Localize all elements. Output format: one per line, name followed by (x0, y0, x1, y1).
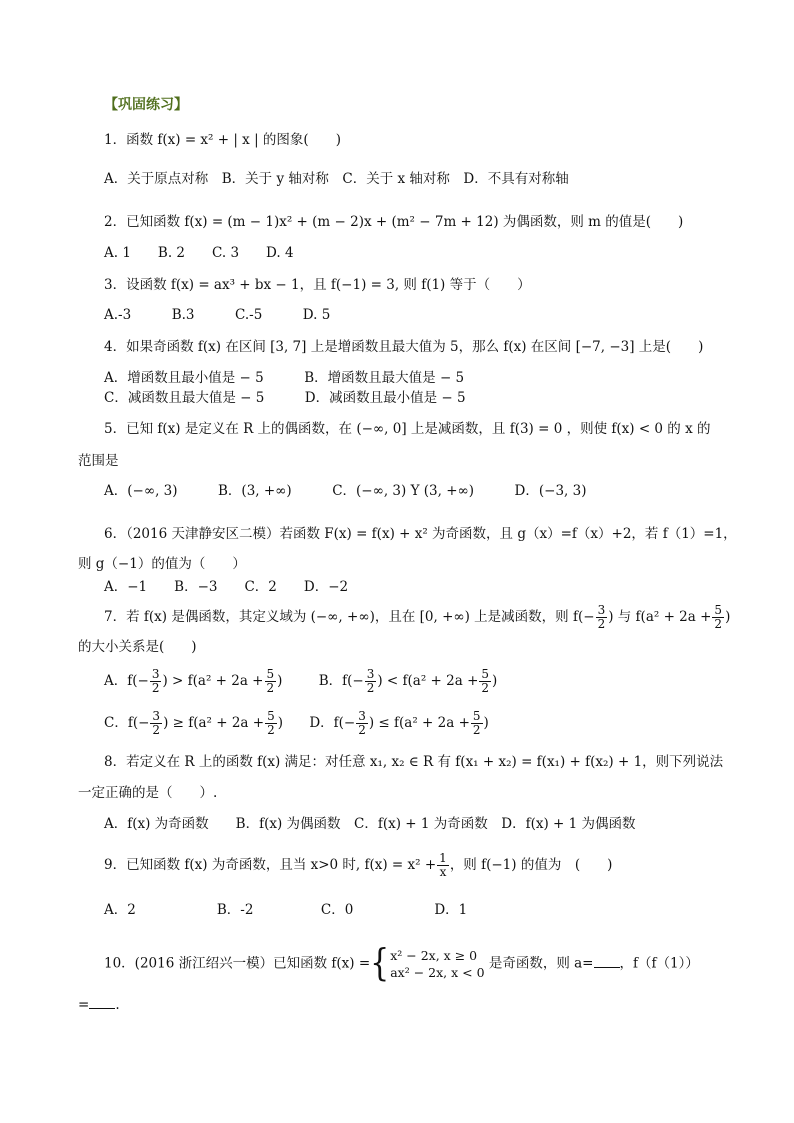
question-7-options-cd (104, 710, 489, 737)
question-10-line-2: = . (78, 997, 120, 1013)
q7-stem-pre: 7．若 f(x) 是偶函数，其定义域为 (−∞, +∞)，且在 [0, +∞) 上是减函数，则 f(− (104, 609, 595, 625)
question-7-stem (104, 604, 730, 631)
question-2-stem: 2．已知函数 f(x) = (m − 1)x² + (m − 2)x + (m² − 7m + 12) 为偶函数，则 m 的值是( ) (104, 214, 684, 230)
answer-blank-a[interactable] (594, 955, 620, 968)
question-5-stem-line-2: 范围是 (78, 453, 119, 469)
q7-option-d: D．f(− $\frac{3}{2}$ ) ≤ f(a² + 2a + $\frac{5}{2}$ ) (309, 709, 489, 737)
q7-fraction-5-2: $\frac{5}{2}$ (714, 603, 723, 631)
question-6-stem-line-1: 6．（2016 天津静安区二模）若函数 F(x) = f(x) + x² 为奇函数，且 g（x）=f（x）+2，若 f（1）=1， (104, 526, 737, 542)
answer-blank-ffi[interactable] (89, 996, 115, 1009)
question-4-options-ab: A．增函数且最小值是 − 5 B．增函数且最大值是 − 5 (104, 370, 465, 386)
question-8-stem-line-2: 一定正确的是（ ）. (78, 785, 218, 801)
fraction: $\frac{5}{2}$ (267, 709, 275, 737)
fraction: $\frac{5}{2}$ (266, 667, 275, 695)
question-2-options: A. 1 B. 2 C. 3 D. 4 (104, 245, 294, 261)
question-1-stem: 1．函数 f(x) = x² + | x | 的图象( ) (104, 132, 341, 148)
question-6-options: A．−1 B．−3 C．2 D．−2 (104, 579, 349, 595)
q9-fraction-1-x: $\frac{1}{x}$ (439, 851, 447, 879)
fraction: $\frac{5}{2}$ (481, 667, 490, 695)
question-3-options: A.-3 B.3 C.-5 D. 5 (104, 307, 331, 323)
fraction: $\frac{3}{2}$ (152, 709, 161, 737)
question-9-stem: 9．已知函数 f(x) 为奇函数，且当 x>0 时, f(x) = x² + $\frac{1}{x}$ ，则 f(−1) 的值为 ( ) (104, 851, 613, 879)
q7-option-b: B．f(− $\frac{3}{2}$ ) < f(a² + 2a + $\frac{5}{2}$ ) (318, 667, 498, 695)
fraction: $\frac{3}{2}$ (358, 709, 366, 737)
question-5-stem-line-1: 5．已知 f(x) 是定义在 R 上的偶函数，在 (−∞, 0] 上是减函数，且 f(3) = 0 ，则使 f(x) < 0 的 x 的 (104, 421, 711, 437)
question-3-stem: 3．设函数 f(x) = ax³ + bx − 1，且 f(−1) = 3, 则 f(1) 等于（ ） (104, 277, 531, 293)
question-6-stem-line-2: 则 g（−1）的值为（ ） (78, 556, 246, 572)
question-10-stem: 10．(2016 浙江绍兴一模）已知函数 f(x) ={ x² − 2x, x ≥ 0 ax² − 2x, x < 0 是奇函数，则 a= ，f（f（1）） (104, 941, 699, 986)
question-1-options: A．关于原点对称 B．关于 y 轴对称 C．关于 x 轴对称 D．不具有对称轴 (104, 171, 569, 187)
fraction: $\frac{5}{2}$ (472, 709, 481, 737)
q7-stem-mid: ) 与 f(a² + 2a + (608, 609, 712, 625)
q7-stem-end: ) (725, 609, 731, 625)
left-brace-icon: { (370, 941, 390, 986)
fraction: $\frac{3}{2}$ (151, 667, 160, 695)
fraction: $\frac{3}{2}$ (366, 667, 375, 695)
question-7-options-ab (104, 668, 497, 695)
question-4-stem: 4．如果奇函数 f(x) 在区间 [3, 7] 上是增函数且最大值为 5，那么 f(x) 在区间 [−7, −3] 上是( ) (104, 339, 704, 355)
q7-option-a: A．f(− $\frac{3}{2}$ ) > f(a² + 2a + $\frac{5}{2}$ ) (104, 667, 283, 695)
question-9-options: A．2 B．-2 C．0 D．1 (104, 902, 468, 918)
q7-option-c: C．f(− $\frac{3}{2}$ ) ≥ f(a² + 2a + $\frac{5}{2}$ ) (104, 709, 284, 737)
question-8-stem-line-1: 8．若定义在 R 上的函数 f(x) 满足：对任意 x₁, x₂ ∈ R 有 f(x₁ + x₂) = f(x₁) + f(x₂) + 1，则下列说法 (104, 754, 724, 770)
section-heading: 【巩固练习】 (104, 97, 188, 113)
question-8-options: A．f(x) 为奇函数 B．f(x) 为偶函数 C．f(x) + 1 为奇函数 D．f(x) + 1 为偶函数 (104, 816, 636, 832)
question-5-options: A．(−∞, 3) B．(3, +∞) C．(−∞, 3) Y (3, +∞) D．(−3, 3) (104, 483, 587, 499)
q10-piecewise-cases: x² − 2x, x ≥ 0 ax² − 2x, x < 0 (390, 948, 485, 980)
q7-fraction-3-2: $\frac{3}{2}$ (597, 603, 606, 631)
question-4-options-cd: C．减函数且最大值是 − 5 D．减函数且最小值是 − 5 (104, 390, 466, 406)
question-7-stem-line-2: 的大小关系是( ) (78, 639, 197, 655)
